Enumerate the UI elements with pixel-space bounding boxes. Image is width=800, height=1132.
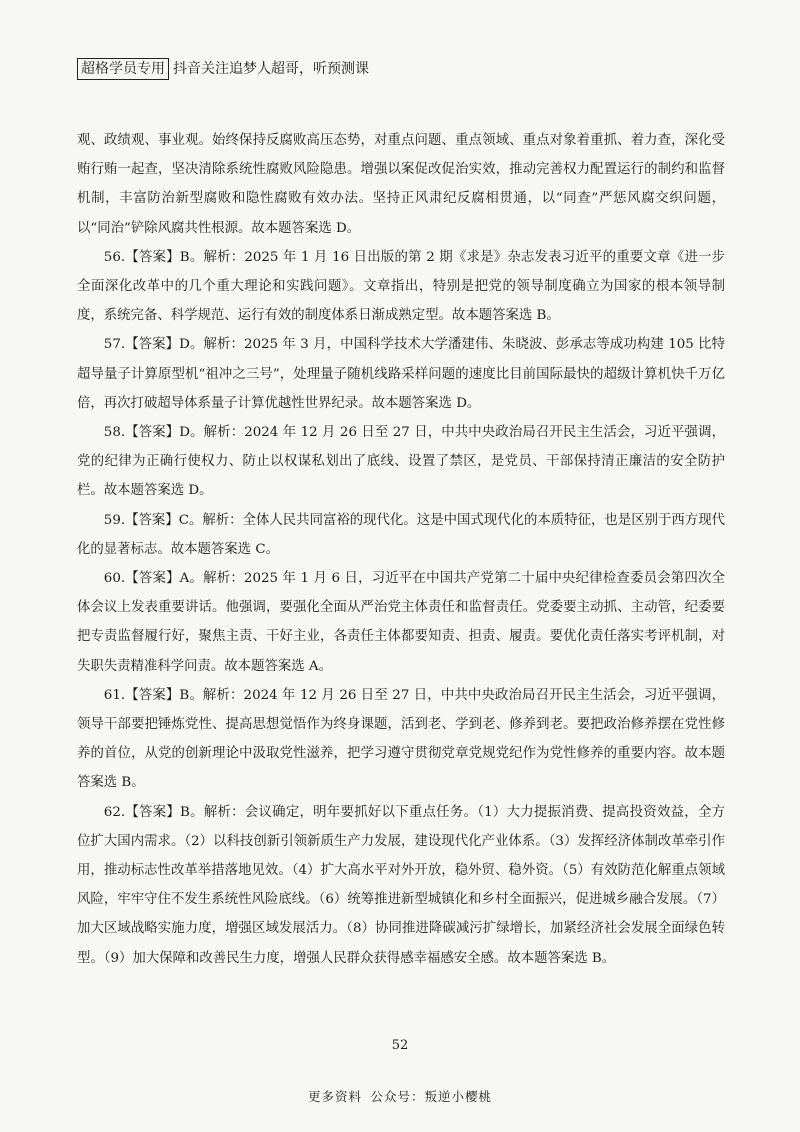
- answer-57: 57.【答案】D。解析：2025 年 3 月，中国科学技术大学潘建伟、朱晓波、彭承志等成功构建 105 比特超导量子计算原型机“祖冲之三号”，处理量子随机线路采样问题的速度比目前国际最快的超级计算机快千万亿倍，再次打破超导体系量子计算优越性世界纪录。故本题答案选 D。: [77, 337, 725, 411]
- answer-62: 62.【答案】B。解析：会议确定，明年要抓好以下重点任务。（1）大力提振消费、提高投资效益，全方位扩大国内需求。（2）以科技创新引领新质生产力发展，建设现代化产业体系。（3）发挥经济体制改革牵引作用，推动标志性改革举措落地见效。（4）扩大高水平对外开放，稳外贸、稳外资。（5）有效防范化解重点领域风险，牢牢守住不发生系统性风险底线。（6）统筹推进新型城镇化和乡村全面振兴，促进城乡融合发展。（7）加大区域战略实施力度，增强区域发展活力。（8）协同推进降碳减污扩绿增长，加紧经济社会发展全面绿色转型。（9）加大保障和改善民生力度，增强人民群众获得感幸福感安全感。故本题答案选 B。: [77, 804, 725, 966]
- answer-60: 60.【答案】A。解析：2025 年 1 月 6 日，习近平在中国共产党第二十届中央纪律检查委员会第四次全体会议上发表重要讲话。他强调，要强化全面从严治党主体责任和监督责任。党委要主动抓、主动管，纪委要把专责监督履行好，聚焦主责、干好主业，各责任主体都要知责、担责、履责。要优化责任落实考评机制，对失职失责精准科学问责。故本题答案选 A。: [77, 571, 725, 674]
- answer-59: 59.【答案】C。解析：全体人民共同富裕的现代化。这是中国式现代化的本质特征，也是区别于西方现代化的显著标志。故本题答案选 C。: [77, 512, 725, 557]
- paragraph-continuation: 观、政绩观、事业观。始终保持反腐败高压态势，对重点问题、重点领域、重点对象着重抓、着力查，深化受贿行贿一起查，坚决清除系统性腐败风险隐患。增强以案促改促治实效，推动完善权力配置运行的制约和监督机制，丰富防治新型腐败和隐性腐败有效办法。坚持正风肃纪反腐相贯通，以“同查”严惩风腐交织问题，以“同治”铲除风腐共性根源。故本题答案选 D。: [77, 133, 725, 236]
- header-badge: 超格学员专用: [77, 58, 169, 80]
- answer-58: 58.【答案】D。解析：2024 年 12 月 26 日至 27 日，中共中央政治局召开民主生活会，习近平强调，党的纪律为正确行使权力、防止以权谋私划出了底线、设置了禁区，是党员、干部保持清正廉洁的安全防护栏。故本题答案选 D。: [77, 425, 725, 499]
- answer-56: 56.【答案】B。解析：2025 年 1 月 16 日出版的第 2 期《求是》杂志发表习近平的重要文章《进一步全面深化改革中的几个重大理论和实践问题》。文章指出，特别是把党的领导制度确立为国家的根本领导制度，系统完备、科学规范、运行有效的制度体系日渐成熟定型。故本题答案选 B。: [77, 249, 725, 324]
- page-number: 52: [391, 1038, 409, 1053]
- page-header: [77, 58, 369, 80]
- header-text: 抖音关注追梦人超哥，听预测课: [173, 61, 369, 77]
- page-content: [77, 126, 725, 973]
- page-footer: 更多资料 公众号：叛逆小樱桃: [307, 1089, 493, 1104]
- answer-61: 61.【答案】B。解析：2024 年 12 月 26 日至 27 日，中共中央政治局召开民主生活会，习近平强调，领导干部要把锤炼党性、提高思想觉悟作为终身课题，活到老、学到老、修养到老。要把政治修养摆在党性修养的首位，从党的创新理论中汲取党性滋养，把学习遵守贯彻党章党规党纪作为党性修养的重要内容。故本题答案选 B。: [77, 687, 725, 791]
